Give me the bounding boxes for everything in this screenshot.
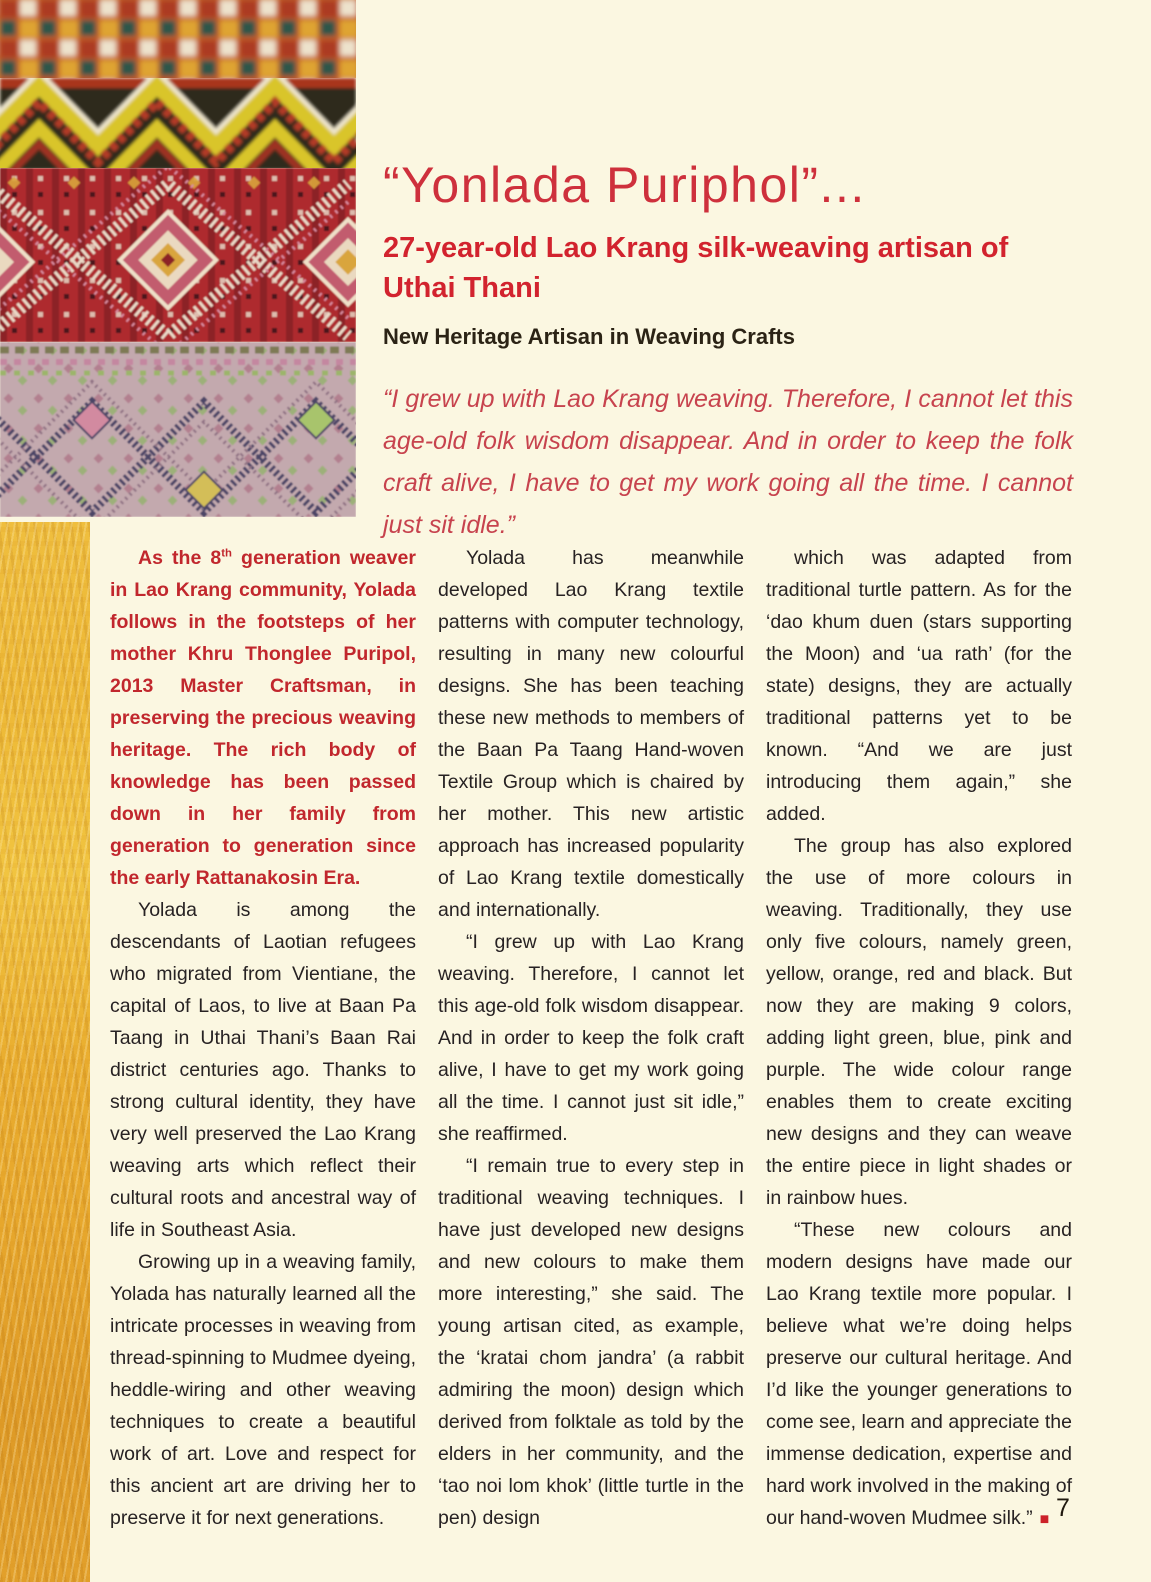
column-2	[438, 542, 744, 1536]
lead-text-pre: As the 8	[138, 547, 222, 569]
lead-text-rest: generation weaver in Lao Krang community, Yolada follows in the footsteps of her mother Khru Thonglee Puripol, 2013 Master Craftsman, in preserving the precious weaving heritage. The rich body of knowledge has been passed down in her family from generation to generation since the early Rattanakosin Era.	[110, 547, 416, 889]
paragraph: which was adapted from traditional turtle pattern. As for the ‘dao khum duen (stars supporting the Moon) and ‘ua rath’ (for the state) designs, they are actually traditional patterns yet to be known. “And we are just introducing them again,” she added.	[766, 547, 1072, 825]
paragraph: “I grew up with Lao Krang weaving. Therefore, I cannot let this age-old folk wisdom disappear. And in order to keep the folk craft alive, I have to get my work going all the time. I cannot just sit idle,” she reaffirmed.	[438, 931, 744, 1145]
page-number: 7	[1056, 1494, 1070, 1522]
textile-photo	[0, 0, 356, 517]
superscript-th: th	[221, 547, 232, 560]
end-of-article-mark: ■	[1039, 1511, 1050, 1528]
article-body	[110, 542, 1072, 1536]
paragraph: Growing up in a weaving family, Yolada has naturally learned all the intricate processes in weaving from thread-spinning to Mudmee dyeing, heddle-wiring and other weaving techniques to create a beautiful work of art. Love and respect for this ancient art are driving her to preserve it for next generations.	[110, 1251, 416, 1529]
lead-paragraph	[110, 542, 416, 894]
paragraph: “I remain true to every step in traditional weaving techniques. I have just developed new designs and new colours to make them more interesting,” she said. The young artisan cited, as example, the ‘kratai chom jandra’ (a rabbit admiring the moon) design which derived from folktale as told by the elders in her community, and the ‘tao noi lom khok’ (little turtle in the pen) design	[438, 1155, 744, 1529]
column-3	[766, 542, 1072, 1536]
article-header	[383, 158, 1083, 546]
article-title: “Yonlada Puriphol”...	[383, 157, 866, 213]
paragraph: Yolada has meanwhile developed Lao Krang textile patterns with computer technology, resulting in many new colourful designs. She has been teaching these new methods to members of the Baan Pa Taang Hand-woven Textile Group which is chaired by her mother. This new artistic approach has increased popularity of Lao Krang textile domestically and internationally.	[438, 547, 744, 921]
paragraph-text: “These new colours and modern designs have made our Lao Krang textile more popular. I believe what we’re doing helps preserve our cultural heritage. And I’d like the younger generations to come see, learn and appreciate the immense dedication, expertise and hard work involved in the making of our hand-woven Mudmee silk.”	[766, 1219, 1072, 1529]
article-subtitle: 27-year-old Lao Krang silk-weaving artisan of Uthai Thani	[383, 232, 1009, 304]
paragraph: The group has also explored the use of more colours in weaving. Traditionally, they use only five colours, namely green, yellow, orange, red and black. But now they are making 9 colors, adding light green, blue, pink and purple. The wide colour range enables them to create exciting new designs and they can weave the entire piece in light shades or in rainbow hues.	[766, 835, 1072, 1209]
paragraph: Yolada is among the descendants of Laotian refugees who migrated from Vientiane, the capital of Laos, to live at Baan Pa Taang in Uthai Thani’s Baan Rai district centuries ago. Thanks to strong cultural identity, they have very well preserved the Lao Krang weaving arts which reflect their cultural roots and ancestral way of life in Southeast Asia.	[110, 899, 416, 1241]
gold-strip	[0, 522, 90, 1582]
textile-photo-art	[0, 0, 356, 517]
article-tagline: New Heritage Artisan in Weaving Crafts	[383, 324, 795, 349]
column-1	[110, 542, 416, 1536]
paragraph	[766, 1214, 1072, 1536]
pull-quote: “I grew up with Lao Krang weaving. Therefore, I cannot let this age-old folk wisdom disappear. And in order to keep the folk craft alive, I have to get my work going all the time. I cannot just sit idle.”	[383, 385, 1073, 540]
